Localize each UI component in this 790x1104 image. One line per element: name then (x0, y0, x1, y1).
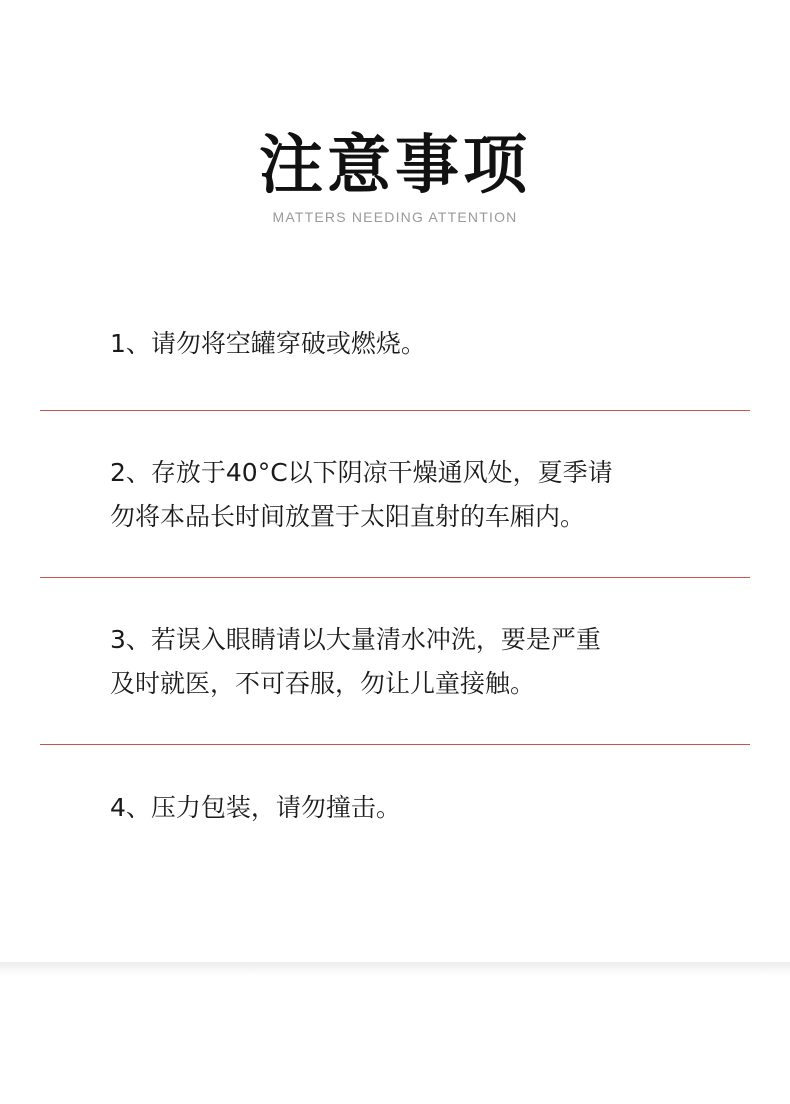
notice-item-2-line-2: 勿将本品长时间放置于太阳直射的车厢内。 (110, 502, 586, 531)
notice-item-4 (110, 786, 710, 830)
divider-2 (40, 577, 750, 578)
notice-item-3-line-1: 3、若误入眼睛请以大量清水冲洗，要是严重 (110, 625, 601, 654)
notice-item-1 (110, 322, 710, 366)
card-bottom-shadow (0, 962, 790, 976)
page-title: 注意事项 (259, 129, 531, 203)
notice-item-1-line-1: 1、请勿将空罐穿破或燃烧。 (110, 329, 426, 358)
notice-item-2-line-1: 2、存放于40°C以下阴凉干燥通风处，夏季请 (110, 458, 613, 487)
notice-item-3 (110, 618, 710, 706)
divider-3 (40, 744, 750, 745)
divider-1 (40, 410, 750, 411)
notice-item-3-line-2: 及时就医，不可吞服，勿让儿童接触。 (110, 669, 536, 698)
notice-item-2 (110, 451, 710, 539)
notice-item-4-line-1: 4、压力包装，请勿撞击。 (110, 793, 401, 822)
page-subtitle: MATTERS NEEDING ATTENTION (272, 209, 518, 225)
page-heading (0, 128, 790, 226)
